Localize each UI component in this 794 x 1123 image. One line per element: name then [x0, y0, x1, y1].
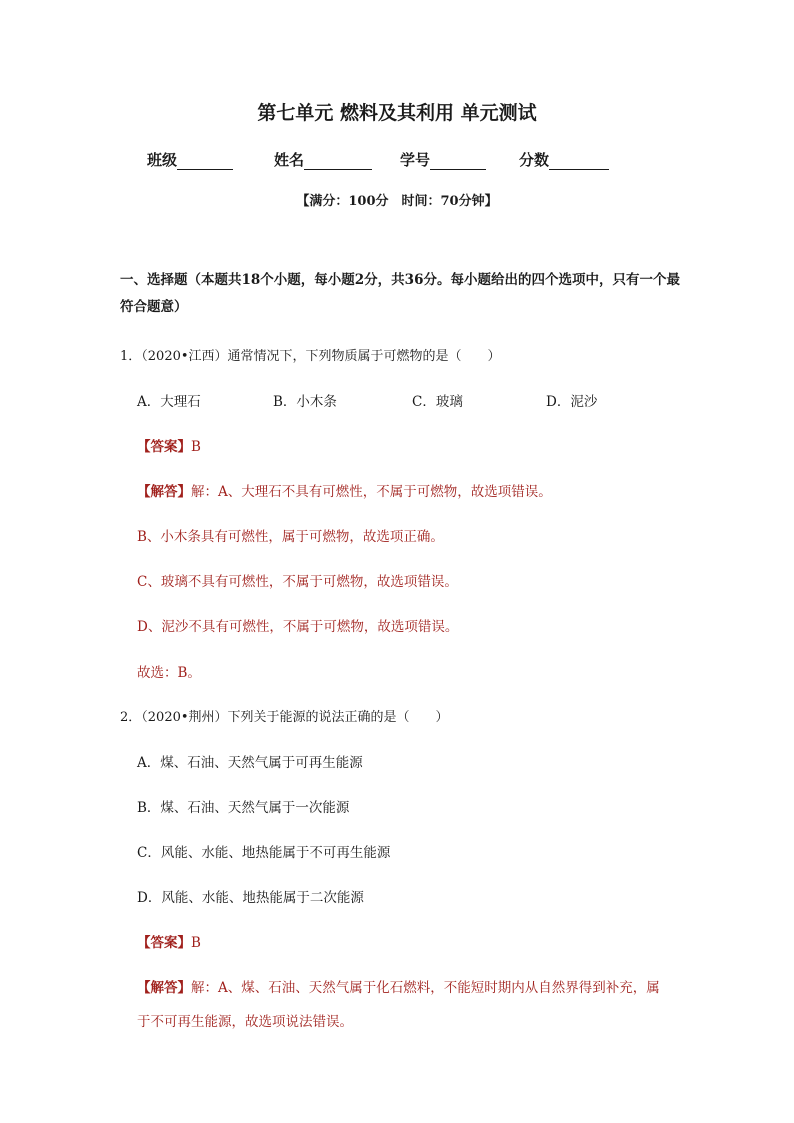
student-id-label: 学号 [400, 151, 431, 169]
page-title: 第七单元 燃料及其利用 单元测试 [257, 102, 537, 124]
question-2-option-b: B．煤、石油、天然气属于一次能源 [137, 800, 350, 816]
question-1-option-c: C．玻璃 [412, 394, 463, 410]
class-blank [177, 155, 233, 170]
analysis-tag: 【解答】 [137, 980, 191, 996]
score-field [519, 149, 609, 170]
score-label: 分数 [519, 151, 550, 169]
question-1-analysis-line-2: B、小木条具有可燃性，属于可燃物，故选项正确。 [137, 529, 444, 545]
question-2-option-c: C．风能、水能、地热能属于不可再生能源 [137, 845, 391, 861]
score-time-line: 【满分：100分 时间：70分钟】 [296, 194, 498, 209]
section-heading-line1: 一、选择题（本题共18个小题，每小题2分，共36分。每小题给出的四个选项中，只有一个最 [120, 272, 680, 288]
name-label: 姓名 [274, 151, 305, 169]
class-field [147, 149, 233, 170]
question-1-answer [137, 435, 201, 455]
question-1-option-a: A．大理石 [137, 394, 201, 410]
question-1-conclusion: 故选：B。 [137, 665, 201, 681]
question-1-analysis-line-3: C、玻璃不具有可燃性，不属于可燃物，故选项错误。 [137, 574, 458, 590]
class-label: 班级 [147, 151, 178, 169]
question-2-stem: 2．（2020•荆州）下列关于能源的说法正确的是（ ） [120, 710, 449, 725]
analysis-tag: 【解答】 [137, 484, 191, 500]
question-2-option-d: D．风能、水能、地热能属于二次能源 [137, 890, 364, 906]
answer-tag: 【答案】 [137, 439, 191, 455]
score-blank [549, 155, 609, 170]
question-2-option-a: A．煤、石油、天然气属于可再生能源 [137, 755, 363, 771]
question-1-stem: 1．（2020•江西）通常情况下，下列物质属于可燃物的是（ ） [120, 349, 501, 364]
question-2-answer [137, 931, 201, 951]
question-1-analysis-line-1 [137, 480, 552, 500]
answer-value: B [191, 439, 201, 455]
answer-value: B [191, 935, 201, 951]
question-1-analysis-line-4: D、泥沙不具有可燃性，不属于可燃物，故选项错误。 [137, 619, 459, 635]
name-blank [304, 155, 372, 170]
question-1-option-d: D．泥沙 [546, 394, 598, 410]
question-2-analysis-line-2: 于不可再生能源，故选项说法错误。 [137, 1014, 353, 1030]
analysis-text: 解：A、煤、石油、天然气属于化石燃料，不能短时期内从自然界得到补充，属 [191, 980, 660, 996]
student-id-blank [430, 155, 486, 170]
name-field [274, 149, 372, 170]
student-id-field [400, 149, 486, 170]
section-heading-line2: 符合题意） [120, 299, 188, 315]
analysis-text: 解：A、大理石不具有可燃性，不属于可燃物，故选项错误。 [191, 484, 552, 500]
question-2-analysis-line-1 [137, 976, 660, 996]
answer-tag: 【答案】 [137, 935, 191, 951]
question-1-option-b: B．小木条 [273, 394, 337, 410]
